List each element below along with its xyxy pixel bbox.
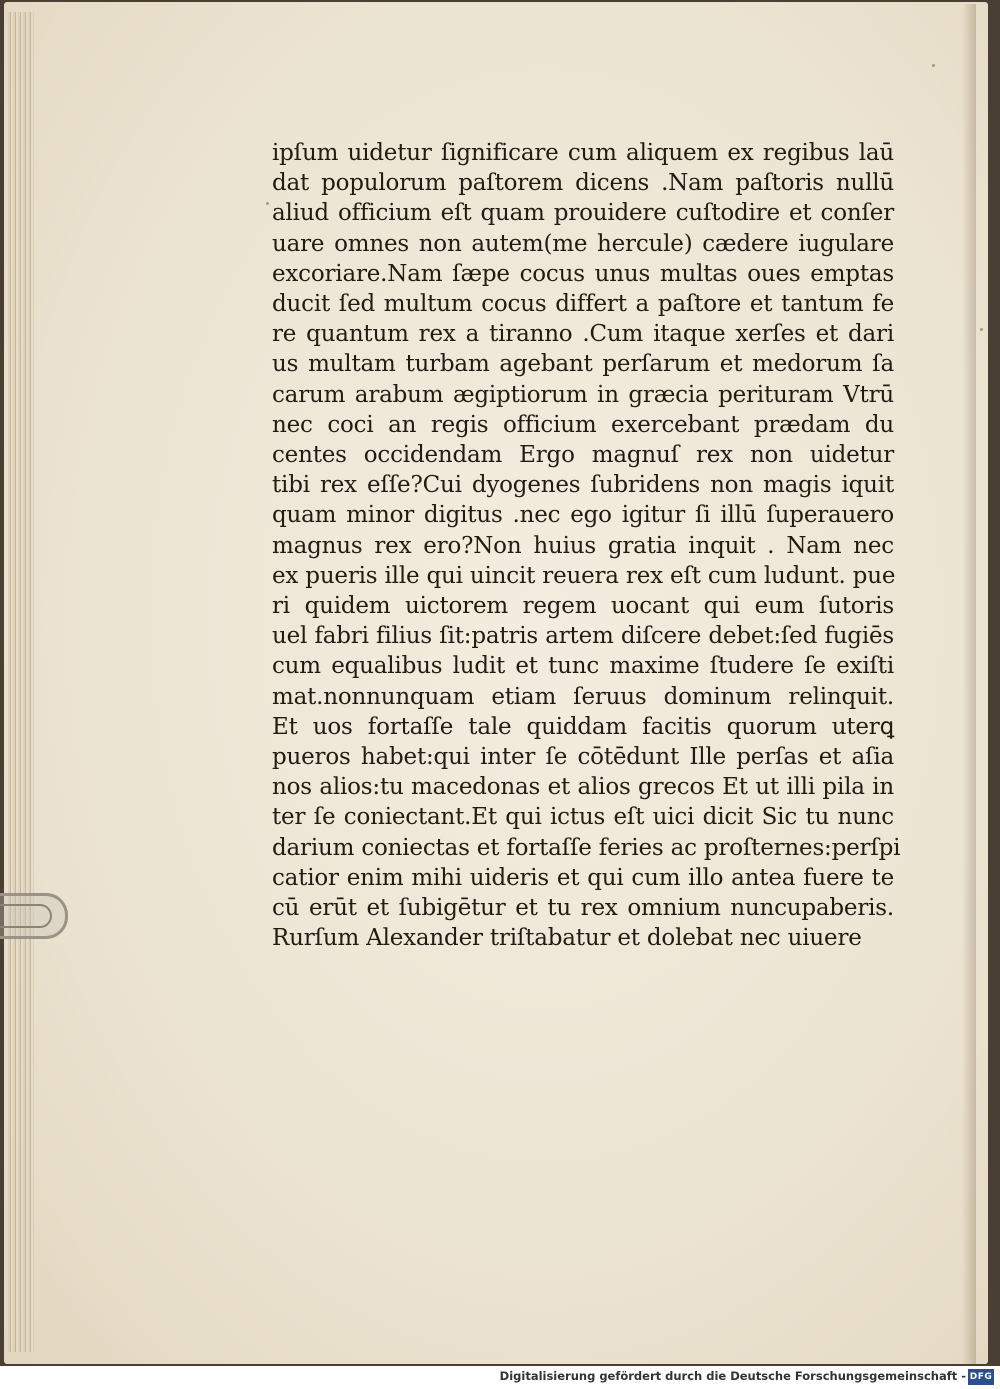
paper-clip [0,893,68,939]
text-line: re quantum rex a tiranno .Cum itaque xerſes et dari [272,321,894,348]
paper-clip-inner-loop [0,904,52,928]
text-line: cū erūt et ſubigētur et tu rex omnium nuncupaberis. [272,895,894,922]
funding-credit: Digitalisierung gefördert durch die Deutsche Forschungsgemeinschaft - [499,1369,966,1383]
page-gutter-shadow [962,4,976,1366]
dfg-logo-icon: DFG [968,1369,994,1385]
text-line: uare omnes non autem(me hercule) cædere iugulare [272,230,894,257]
page-leaf-edges [8,12,34,1352]
text-line: magnus rex ero?Non huius gratia inquit . Nam nec [272,532,894,559]
paper-speck [266,202,269,205]
text-line: ter ſe coniectant.Et qui ictus eſt uici dicit Sic tu nunc [272,804,894,831]
text-line: ducit ſed multum cocus differt a paſtore et tantum fe [272,291,894,318]
text-line: tibi rex eſſe?Cui dyogenes ſubridens non magis iquit [272,472,894,499]
text-line: cum equalibus ludit et tunc maxime ſtudere ſe exiſti [272,653,894,680]
text-line: pueros habet:qui inter ſe cōtēdunt Ille perſas et aſia [272,744,894,771]
paper-speck [932,64,935,67]
text-line: quam minor digitus .nec ego igitur ſi illū ſuperauero [272,502,894,529]
page-text [272,138,901,953]
text-line: catior enim mihi uideris et qui cum illo antea fuere te [272,864,894,891]
book-page [4,2,988,1364]
text-line: us multam turbam agebant perſarum et medorum ſa [272,351,894,378]
text-line: carum arabum ægiptiorum in græcia perituram Vtrū [272,381,894,408]
text-line: nos alios:tu macedonas et alios grecos Et ut illi pila in [272,774,894,801]
text-line: uel fabri filius ſit:patris artem diſcere debet:ſed fugiēs [272,623,894,650]
text-line: ipſum uidetur ſignificare cum aliquem ex regibus laū [272,140,894,166]
text-line: nec coci an regis officium exercebant prædam du [272,411,894,438]
text-line: Et uos fortaſſe tale quiddam facitis quorum uterꝗ [272,713,894,740]
text-line: aliud officium eſt quam prouidere cuſtodire et conſer [272,200,894,227]
paper-speck [980,328,983,331]
text-line: ex pueris ille qui uincit reuera rex eſt cum ludunt. pue [272,562,896,589]
text-line: excoriare.Nam ſæpe cocus unus multas oues emptas [272,260,894,287]
text-line: centes occidendam Ergo magnuſ rex non uidetur [272,442,894,469]
footer-bar [0,1366,1000,1389]
text-line: ri quidem uictorem regem uocant qui eum ſutoris [272,593,894,620]
text-line: mat.nonnunquam etiam ſeruus dominum relinquit. [272,683,894,710]
text-line: dat populorum paſtorem dicens .Nam paſtoris nullū [272,170,894,197]
text-line: darium coniectas et fortaſſe feries ac proſternes:perſpi [272,834,901,861]
text-line: Rurſum Alexander triſtabatur et dolebat nec uiuere [272,925,862,952]
